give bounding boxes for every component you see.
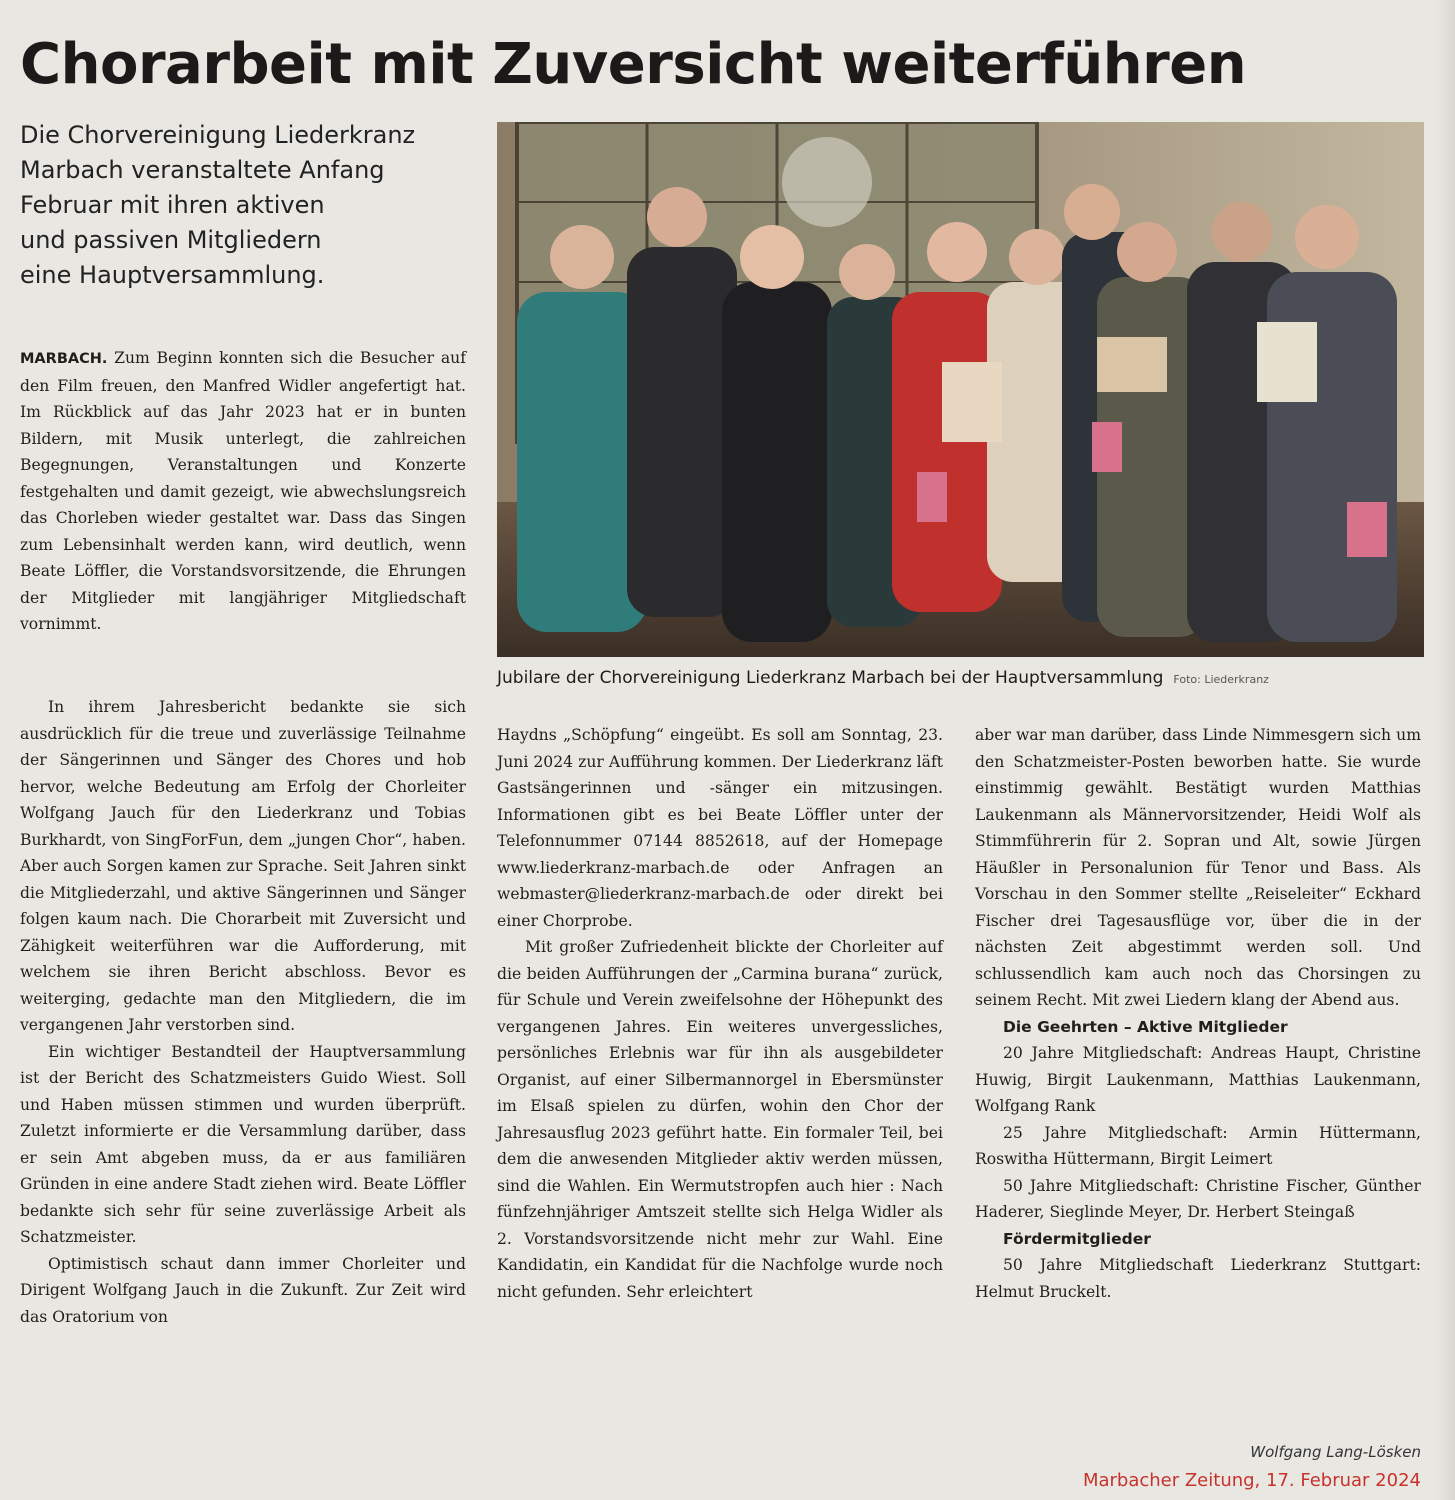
dateline: MARBACH. (20, 351, 108, 367)
column-3 (975, 722, 1421, 1305)
source-line: Marbacher Zeitung, 17. Februar 2024 (1082, 1470, 1421, 1491)
lead-line: und passiven Mitgliedern (20, 226, 322, 254)
column-1-top (20, 345, 466, 638)
column-2 (497, 722, 943, 1305)
honors-25-years: 25 Jahre Mitgliedschaft: Armin Hüttermann, Roswitha Hüttermann, Birgit Leimert (975, 1123, 1421, 1168)
column-1-bottom (20, 694, 466, 1330)
paragraph-6: Mit großer Zufriedenheit blickte der Chorleiter auf die beiden Aufführungen der „Carmina burana“ zurück, für Schule und Verein zweifelsohne der Höhepunkt des vergangenen Jahres. Ein weiteres unvergessliches, persönliches Erlebnis war für ihn als ausgebildeter Organist, auf einer Silbermannorgel in Ebersmünster im Elsaß spielen zu dürfen, wohin den Chor der Jahresausflug 2023 geführt hatte. Ein formaler Teil, bei dem die anwesenden Mitglieder aktiv werden müssen, sind die Wahlen. Ein Wermutstropfen auch hier : Nach fünfzehnjähriger Amtszeit stellte sich Helga Widler als 2. Vorstandsvorsitzende nicht mehr zur Wahl. Eine Kandidatin, ein Kandidat für die Nachfolge wurde noch nicht gefunden. Sehr erleichtert (497, 938, 943, 1301)
lead-line: eine Hauptversammlung. (20, 261, 325, 289)
supporters-heading: Fördermitglieder (1003, 1229, 1151, 1248)
article-lead (20, 118, 490, 293)
caption-text: Jubilare der Chorvereinigung Liederkranz Marbach bei der Hauptversammlung (497, 668, 1164, 688)
lead-line: Die Chorvereinigung Liederkranz (20, 121, 416, 149)
article-headline: Chorarbeit mit Zuversicht weiterführen (20, 32, 1247, 97)
author-byline: Wolfgang Lang-Lösken (1250, 1443, 1421, 1461)
paragraph-5: Haydns „Schöpfung“ eingeübt. Es soll am Sonntag, 23. Juni 2024 zur Aufführung kommen. Der Liederkranz läft Gastsängerinnen und -sänger ein mitzusingen. Informationen gibt es bei Beate Löffler unter der Telefonnummer 07144 8852618, auf der Homepage www.liederkranz-marbach.de oder Anfragen an webmaster@liederkranz-marbach.de oder direkt bei einer Chorprobe. (497, 726, 943, 930)
paragraph-2: In ihrem Jahresbericht bedankte sie sich ausdrücklich für die treue und zuverlässige Teilnahme der Sängerinnen und Sänger des Chores und hob hervor, welche Bedeutung am Erfolg der Chorleiter Wolfgang Jauch für den Liederkranz und Tobias Burkhardt, von SingForFun, dem „jungen Chor“, haben. Aber auch Sorgen kamen zur Sprache. Seit Jahren sinkt die Mitgliederzahl, und aktive Sängerinnen und Sänger folgen kaum nach. Die Chorarbeit mit Zuversicht und Zähigkeit weiterführen war die Aufforderung, mit welchem sie ihren Bericht abschloss. Bevor es weiterging, gedachte man den Mitgliedern, die im vergangenen Jahr verstorben sind. (20, 698, 466, 1034)
photo-credit: Foto: Liederkranz (1173, 673, 1269, 686)
paragraph-4: Optimistisch schaut dann immer Chorleiter und Dirigent Wolfgang Jauch in die Zukunft. Zur Zeit wird das Oratorium von (20, 1254, 466, 1326)
paragraph-3: Ein wichtiger Bestandteil der Hauptversammlung ist der Bericht des Schatzmeisters Guido Wiest. Soll und Haben müssen stimmen und wurden überprüft. Zuletzt informierte er die Versammlung darüber, dass er sein Amt abgeben muss, da er aus familiären Gründen in eine andere Stadt ziehen wird. Beate Löffler bedankte sich sehr für seine zuverlässige Arbeit als Schatzmeister. (20, 1042, 466, 1246)
honors-20-years: 20 Jahre Mitgliedschaft: Andreas Haupt, Christine Huwig, Birgit Laukenmann, Matthias Laukenmann, Wolfgang Rank (975, 1044, 1421, 1115)
scan-edge (1437, 0, 1455, 1500)
photo-caption (497, 664, 1424, 694)
paragraph-1: Zum Beginn konnten sich die Besucher auf den Film freuen, den Manfred Widler angefertigt hat. Im Rückblick auf das Jahr 2023 hat er in bunten Bildern, mit Musik unterlegt, die zahlreichen Begegnungen, Veranstaltungen und Konzerte festgehalten und damit gezeigt, wie abwechslungsreich das Chorleben wieder gestaltet war. Dass das Singen zum Lebensinhalt werden kann, wird deutlich, wenn Beate Löffler, die Vorstandsvorsitzende, die Ehrungen der Mitglieder mit langjähriger Mitgliedschaft vornimmt. (20, 349, 466, 633)
lead-line: Februar mit ihren aktiven (20, 191, 325, 219)
group-photo (497, 122, 1424, 657)
honors-50-years: 50 Jahre Mitgliedschaft: Christine Fischer, Günther Haderer, Sieglinde Meyer, Dr. Herbert Steingaß (975, 1176, 1421, 1221)
paragraph-7: aber war man darüber, dass Linde Nimmesgern sich um den Schatzmeister-Posten beworben hatte. Sie wurde einstimmig gewählt. Bestätigt wurden Matthias Laukenmann als Männervorsitzender, Heidi Wolf als Stimmführerin für 2. Sopran und Alt, sowie Jürgen Häußler in Personalunion für Tenor und Bass. Als Vorschau in den Sommer stellte „Reiseleiter“ Eckhard Fischer drei Tagesausflüge vor, über die in der nächsten Zeit abgestimmt werden soll. Und schlussendlich kam auch noch das Chorsingen zu seinem Recht. Mit zwei Liedern klang der Abend aus. (975, 726, 1421, 1009)
group-photo-illustration (497, 122, 1424, 657)
supporters-50-years: 50 Jahre Mitgliedschaft Liederkranz Stuttgart: Helmut Bruckelt. (975, 1256, 1421, 1301)
lead-line: Marbach veranstaltete Anfang (20, 156, 385, 184)
honors-heading: Die Geehrten – Aktive Mitglieder (1003, 1017, 1288, 1036)
